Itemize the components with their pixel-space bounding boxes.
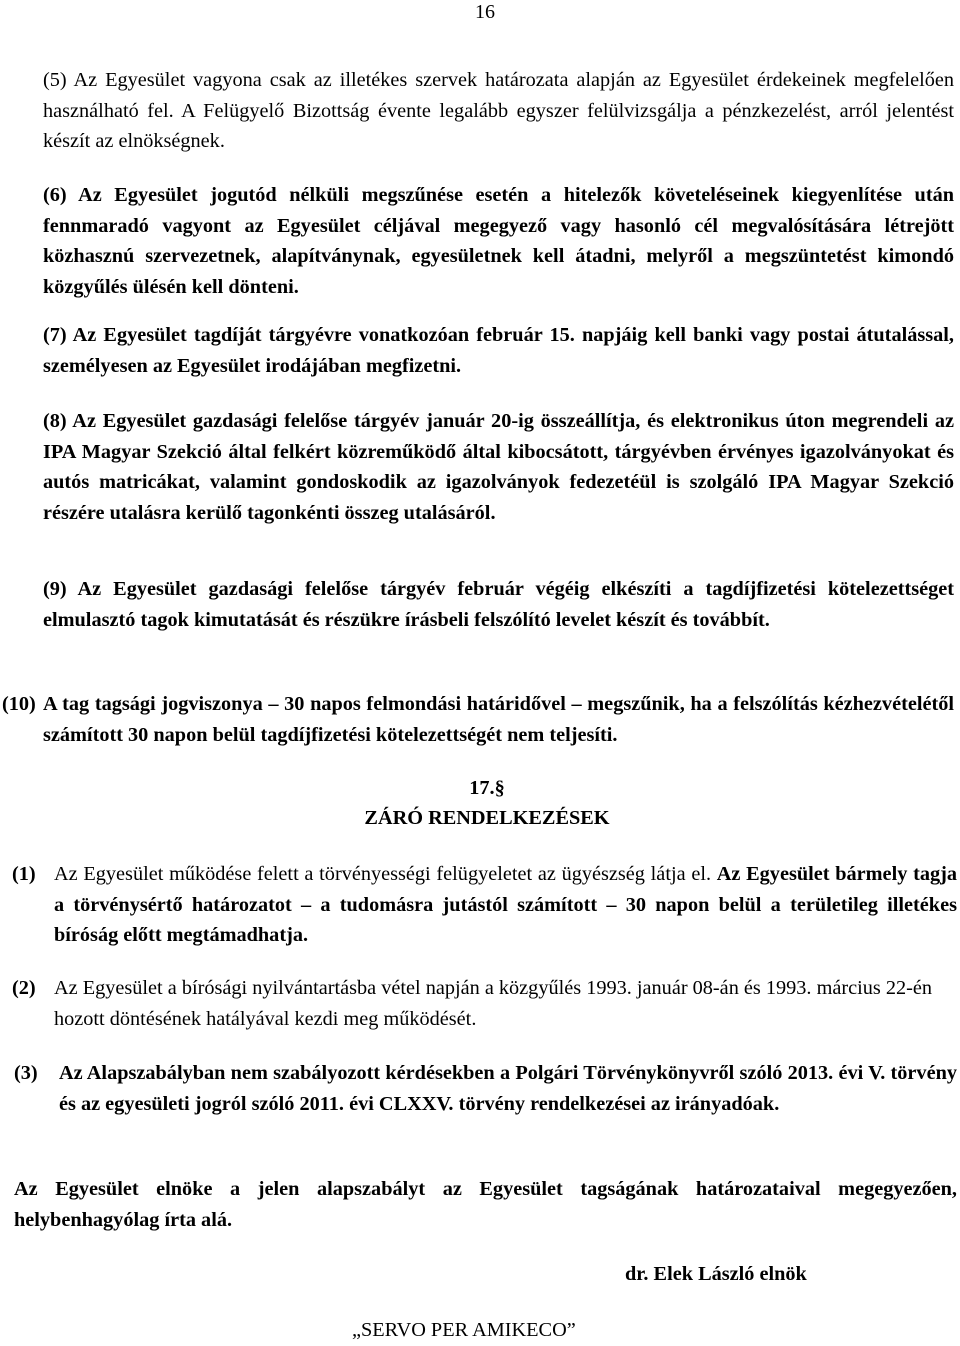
closing-1-text	[54, 859, 957, 951]
closing-2-number: (2)	[12, 977, 36, 999]
closing-1-number: (1)	[12, 863, 36, 885]
motto: „SERVO PER AMIKECO”	[352, 1319, 576, 1341]
closing-3-text: Az Alapszabályban nem szabályozott kérdésekben a Polgári Törvénykönyvről szóló 2013. évi V. törvény és az egyesületi jogról szóló 2011. évi CLXXV. törvény rendelkezései az irányadóak.	[59, 1062, 957, 1115]
page-number: 16	[475, 1, 495, 23]
paragraph-10-number: (10)	[2, 693, 36, 715]
paragraph-6: (6) Az Egyesület jogutód nélküli megszűnése esetén a hitelezők követeléseinek kiegyenlítése után fennmaradó vagyont az Egyesület céljával megegyező vagy hasonló cél megvalósítására létrejött közhasznú szervezetnek, alapítványnak, egyesületnek kell átadni, melyről a megszüntetést kimondó közgyűlés ülésén kell dönteni.	[43, 184, 954, 298]
section-title: ZÁRÓ RENDELKEZÉSEK	[364, 807, 610, 829]
closing-3	[14, 1058, 957, 1119]
paragraph-9: (9) Az Egyesület gazdasági felelőse tárgyév február végéig elkészíti a tagdíjfizetési kötelezettséget elmulasztó tagok kimutatását és részükre írásbeli felszólító levelet készít és továbbít.	[43, 578, 954, 631]
closing-1-bold: Az Egyesület bármely tagja a törvénysértő határozatot – a tudomásra jutástól számított – 30 napon belül a területileg illetékes bíróság előtt megtámadhatja.	[54, 863, 957, 947]
closing-2	[12, 973, 957, 1034]
closing-1	[12, 859, 957, 951]
paragraph-7: (7) Az Egyesület tagdíját tárgyévre vonatkozóan február 15. napjáig kell banki vagy postai átutalással, személyesen az Egyesület irodájában megfizetni.	[43, 324, 954, 377]
paragraph-5: (5) Az Egyesület vagyona csak az illetékes szervek határozata alapján az Egyesület érdekeinek megfelelően használható fel. A Felügyelő Bizottság évente legalább egyszer felülvizsgálja a pénzkezelést, arról jelentést készít az elnökségnek.	[43, 69, 954, 153]
paragraph-8: (8) Az Egyesület gazdasági felelőse tárgyév január 20-ig összeállítja, és elektronikus úton megrendeli az IPA Magyar Szekció által felkért közreműködő által kibocsátott, tárgyévben érvényes igazolványokat és autós matricákat, valamint gondoskodik az igazolványok fedezetéül is szolgáló IPA Magyar Szekció részére utalásra kerülő tagonkénti összeg utalásáról.	[43, 410, 954, 524]
closing-1-normal: Az Egyesület működése felett a törvényességi felügyeletet az ügyészség látja el.	[54, 863, 712, 885]
closing-3-number: (3)	[14, 1062, 38, 1084]
paragraph-10-text: A tag tagsági jogviszonya – 30 napos felmondási határidővel – megszűnik, ha a felszólítás kézhezvételétől számított 30 napon belül tagdíjfizetési kötelezettségét nem teljesíti.	[43, 693, 954, 746]
section-number: 17.§	[469, 777, 505, 799]
closing-statement: Az Egyesület elnöke a jelen alapszabályt az Egyesület tagságának határozataival megegyezően, helybenhagyólag írta alá.	[14, 1178, 957, 1231]
signature: dr. Elek László elnök	[625, 1263, 807, 1285]
closing-2-text: Az Egyesület a bírósági nyilvántartásba vétel napján a közgyűlés 1993. január 08-án és 1993. március 22-én hozott döntésének hatályával kezdi meg működését.	[54, 977, 933, 1030]
paragraph-10	[2, 689, 954, 750]
